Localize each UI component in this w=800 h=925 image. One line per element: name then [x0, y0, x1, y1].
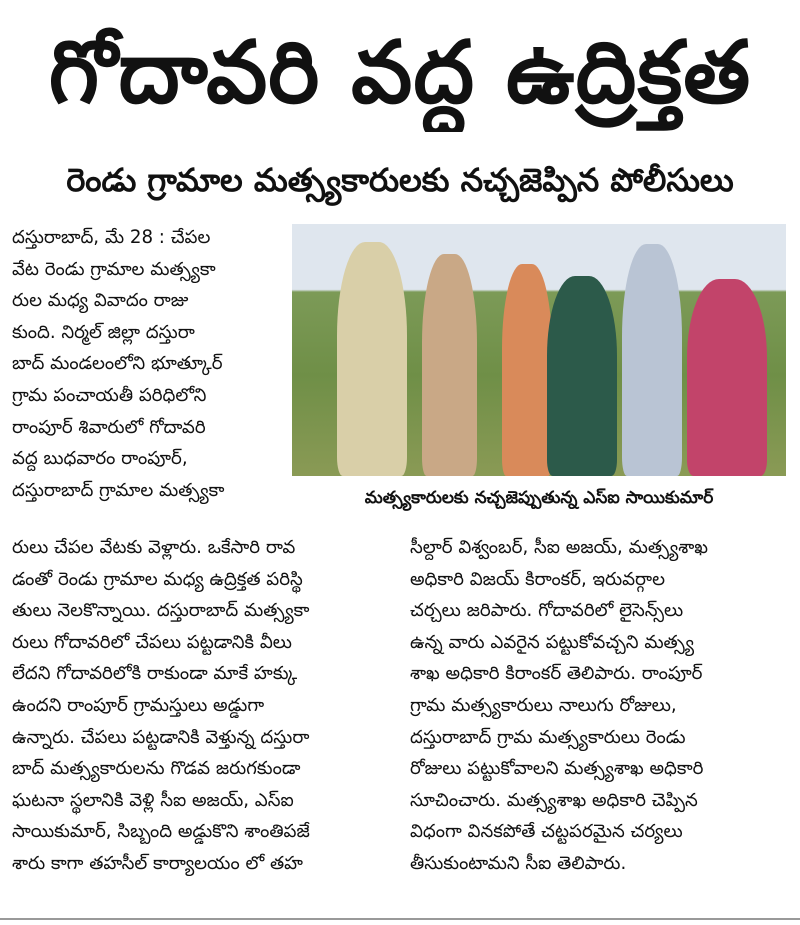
article-line: సాయికుమార్, సిబ్బంది అడ్డుకొని శాంతిపజే	[12, 821, 310, 843]
article-line: రులు చేపల వేటకు వెళ్లారు. ఒకేసారి రావ	[12, 537, 296, 558]
article-line: కుంది. నిర్మల్ జిల్లా దస్తురా	[12, 321, 195, 343]
article-line: శాఖ అధికారి కిరాంకర్ తెలిపారు. రాంపూర్	[410, 663, 703, 685]
photo-figure-woman	[502, 264, 552, 476]
article-line: వేట రెండు గ్రామాల మత్స్యకా	[12, 258, 216, 280]
photo-caption: మత్స్యకారులకు నచ్చజెప్పుతున్న ఎస్‌ఐ సాయికుమార్	[364, 488, 714, 508]
article-line: వద్ద బుధవారం రాంపూర్,	[12, 448, 188, 470]
article-line: దస్తురాబాద్ గ్రామాల మత్స్యకా	[12, 479, 225, 501]
article-line: రోజులు పట్టుకోవాలని మత్స్యశాఖ అధికారి	[410, 758, 704, 780]
article-line: లేదని గోదావరిలోకి రాకుండా మాకే హక్కు	[12, 663, 298, 685]
article-line: అధికారి విజయ్ కిరాంకర్, ఇరువర్గాల	[410, 568, 665, 590]
article-line: డంతో రెండు గ్రామాల మధ్య ఉద్రిక్తత పరిస్థి	[12, 568, 303, 590]
article-line: దస్తురాబాద్ గ్రామ మత్స్యకారులు రెండు	[410, 726, 686, 748]
article-line: రాంపూర్ శివారులో గోదావరి	[12, 416, 206, 438]
photo-figure-police	[337, 242, 407, 476]
photo-figure-woman	[687, 279, 767, 476]
article-line: సూచించారు. మత్స్యశాఖ అధికారి చెప్పిన	[410, 789, 698, 811]
headline: గోదావరి వద్ద ఉద్రిక్తత	[48, 23, 752, 123]
article-line: రులు గోదావరిలో చేపలు పట్టడానికి వీలు	[12, 631, 292, 653]
article-line: గ్రామ పంచాయతీ పరిధిలోని	[12, 384, 207, 406]
photo-figure-woman	[547, 276, 617, 476]
article-line: సీల్దార్ విశ్వంబర్, సీఐ అజయ్, మత్స్యశాఖ	[410, 537, 709, 558]
article-line: ఉన్నారు. చేపలు పట్టడానికి వెళ్తున్న దస్తురా	[12, 726, 310, 748]
article-column-2	[410, 532, 788, 912]
article-line: ఘటనా స్థలానికి వెళ్లి సీఐ అజయ్, ఎస్‌ఐ	[12, 789, 294, 811]
article-line: ఉందని రాంపూర్ గ్రామస్తులు అడ్డుగా	[12, 694, 265, 716]
article-line: శారు కాగా తహసీల్ కార్యాలయం లో తహ	[12, 852, 303, 874]
article-line: గ్రామ మత్స్యకారులు నాలుగు రోజులు,	[410, 694, 677, 716]
photo-figure-woman	[422, 254, 477, 476]
article-line: ఉన్న వారు ఎవరైన పట్టుకోవచ్చని మత్స్య	[410, 631, 694, 653]
article-line: తులు నెలకొన్నాయి. దస్తురాబాద్ మత్స్యకా	[12, 600, 310, 622]
article-line: దస్తురాబాద్, మే 28 : చేపల	[12, 227, 211, 248]
bottom-rule	[0, 918, 800, 920]
subheadline: రెండు గ్రామాల మత్స్యకారులకు నచ్చజెప్పిన పోలీసులు	[66, 161, 734, 199]
article-line: రుల మధ్య వివాదం రాజు	[12, 290, 189, 312]
photo-figure-man	[622, 244, 682, 476]
news-photo	[292, 224, 786, 476]
article-line: చర్చలు జరిపారు. గోదావరిలో లైసెన్స్‌లు	[410, 600, 684, 622]
article-line: విధంగా వినకపోతే చట్టపరమైన చర్యలు	[410, 821, 683, 843]
article-line: బాద్ మత్స్యకారులను గొడవ జరుగకుండా	[12, 758, 301, 780]
article-line: తీసుకుంటామని సీఐ తెలిపారు.	[410, 852, 627, 874]
article-column-1-top	[12, 222, 284, 512]
article-line: బాద్ మండలంలోని భూత్కూర్	[12, 353, 223, 375]
article-column-1-bottom	[12, 532, 398, 912]
